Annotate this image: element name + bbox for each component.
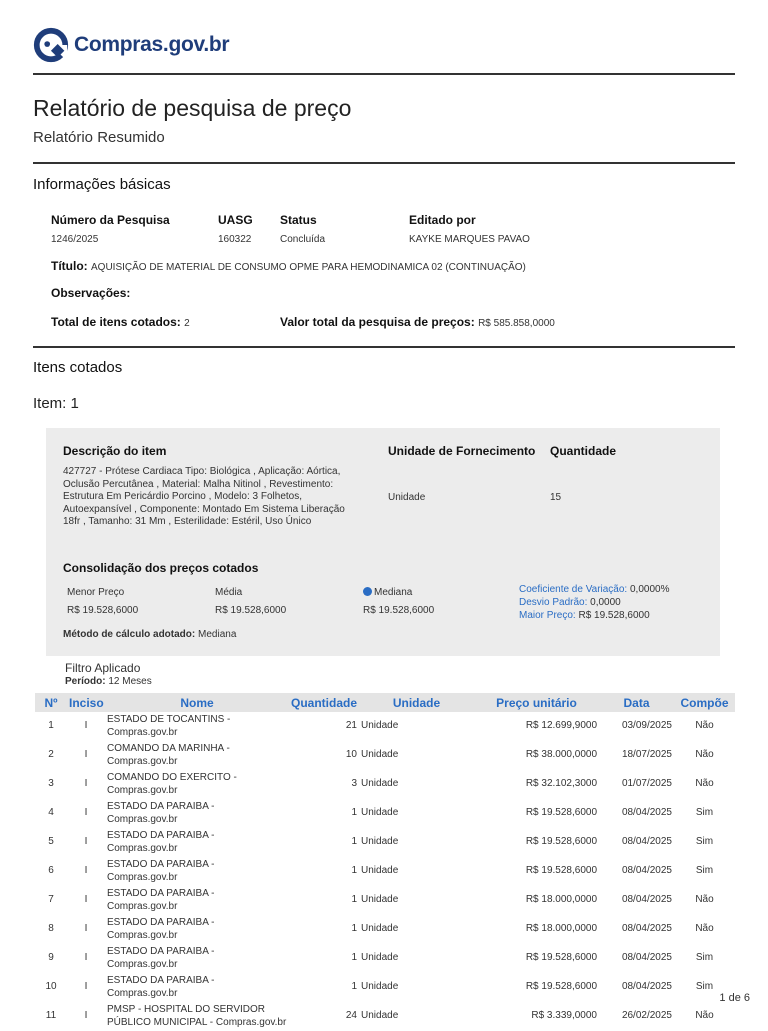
- brand-logo: [32, 26, 229, 64]
- table-cell: I: [84, 952, 88, 964]
- titulo-row: [51, 259, 526, 273]
- table-cell: 03/09/2025: [621, 720, 672, 732]
- table-cell: I: [84, 865, 88, 877]
- total-itens-value: 2: [184, 318, 190, 329]
- table-cell: I: [84, 807, 88, 819]
- table-cell: ESTADO DA PARAIBA - Compras.gov.br: [107, 975, 215, 999]
- uasg-value: 160322: [218, 234, 252, 245]
- table-row: [35, 828, 735, 857]
- table-cell: 08/04/2025: [621, 836, 672, 848]
- table-cell: Unidade: [361, 981, 399, 993]
- table-cell: Não: [695, 749, 714, 761]
- coef-label: Coeficiente de Variação:: [519, 584, 628, 595]
- table-cell: I: [84, 749, 88, 761]
- table-cell: ESTADO DA PARAIBA - Compras.gov.br: [107, 917, 215, 941]
- table-cell: 26/02/2025: [621, 1010, 672, 1022]
- table-cell: 1: [351, 981, 357, 993]
- table-cell: ESTADO DE TOCANTINS - Compras.gov.br: [107, 714, 231, 738]
- divider: [33, 162, 735, 164]
- table-cell: Sim: [695, 981, 714, 993]
- table-cell: Unidade: [361, 865, 399, 877]
- table-cell: COMANDO DO EXERCITO - Compras.gov.br: [107, 772, 237, 796]
- unidade-label: Unidade de Fornecimento: [388, 444, 536, 458]
- numero-value: 1246/2025: [51, 234, 99, 245]
- table-cell: Não: [695, 894, 714, 906]
- table-cell: 10: [345, 749, 357, 761]
- col-header: Data: [599, 693, 674, 712]
- table-cell: 08/04/2025: [621, 865, 672, 877]
- unidade-value: Unidade: [388, 492, 426, 503]
- table-cell: 1: [351, 807, 357, 819]
- valor-total-row: [280, 315, 555, 329]
- table-header-row: [35, 693, 735, 712]
- table-cell: 08/04/2025: [621, 952, 672, 964]
- table-cell: I: [84, 894, 88, 906]
- table-cell: Unidade: [361, 836, 399, 848]
- table-cell: 2: [48, 749, 54, 761]
- col-header: Compõe: [674, 693, 735, 712]
- item-description: 427727 - Prótese Cardiaca Tipo: Biológica , Aplicação: Aórtica, Oclusão Percutânea , Material: Malha Nitinol , Revestimento: Estrutura Em Pericárdio Porcino , Modelo: 3 Folhetos, Autoexpansível , Componente: Montado Em Sistema Liberação 18fr , Tamanho: 31 Mm , Esterilidade: Estéril, Uso Único: [63, 466, 345, 527]
- section-heading-basic: Informações básicas: [33, 176, 171, 193]
- table-cell: 1: [351, 894, 357, 906]
- table-cell: 08/04/2025: [621, 807, 672, 819]
- table-cell: I: [84, 923, 88, 935]
- total-itens-label: Total de itens cotados:: [51, 315, 181, 329]
- periodo-label: Período:: [65, 676, 106, 687]
- mediana-label: Mediana: [374, 587, 413, 598]
- table-cell: R$ 38.000,0000: [525, 749, 597, 761]
- table-cell: 1: [351, 836, 357, 848]
- periodo-value: 12 Meses: [108, 676, 152, 687]
- valor-total-value: R$ 585.858,0000: [478, 318, 555, 329]
- page-counter: 1 de 6: [719, 992, 750, 1004]
- table-row: [35, 857, 735, 886]
- table-cell: Não: [695, 778, 714, 790]
- table-cell: ESTADO DA PARAIBA - Compras.gov.br: [107, 888, 215, 912]
- desvio-label: Desvio Padrão:: [519, 597, 588, 608]
- mediana-value: R$ 19.528,6000: [363, 605, 435, 616]
- maior-row: [519, 610, 650, 621]
- table-cell: ESTADO DA PARAIBA - Compras.gov.br: [107, 946, 215, 970]
- media-value: R$ 19.528,6000: [215, 605, 287, 616]
- table-cell: R$ 19.528,6000: [525, 836, 597, 848]
- table-row: [35, 886, 735, 915]
- table-cell: R$ 19.528,6000: [525, 865, 597, 877]
- table-cell: Unidade: [361, 952, 399, 964]
- metodo-row: [63, 629, 236, 640]
- table-cell: COMANDO DA MARINHA - Compras.gov.br: [107, 743, 230, 767]
- table-cell: 21: [345, 720, 357, 732]
- table-cell: 11: [45, 1010, 57, 1022]
- selected-dot-icon: [363, 587, 372, 596]
- table-cell: 3: [351, 778, 357, 790]
- table-cell: I: [84, 836, 88, 848]
- col-header: Nº: [35, 693, 67, 712]
- metodo-value: Mediana: [198, 629, 237, 640]
- desc-label: Descrição do item: [63, 444, 167, 458]
- table-row: [35, 915, 735, 944]
- total-itens-row: [51, 315, 190, 329]
- table-cell: Sim: [695, 865, 714, 877]
- table-cell: Não: [695, 923, 714, 935]
- table-cell: R$ 19.528,6000: [525, 981, 597, 993]
- table-cell: R$ 19.528,6000: [525, 807, 597, 819]
- table-cell: 01/07/2025: [621, 778, 672, 790]
- table-cell: PMSP - HOSPITAL DO SERVIDOR PÚBLICO MUNICIPAL - Compras.gov.br: [107, 1004, 287, 1028]
- maior-value: R$ 19.528,6000: [578, 610, 650, 621]
- table-cell: Unidade: [361, 807, 399, 819]
- col-header: Unidade: [359, 693, 474, 712]
- divider: [33, 346, 735, 348]
- table-row: [35, 944, 735, 973]
- table-row: [35, 799, 735, 828]
- status-value: Concluída: [280, 234, 326, 245]
- obs-row: [51, 286, 130, 300]
- table-cell: R$ 18.000,0000: [525, 894, 597, 906]
- page-subtitle: Relatório Resumido: [33, 129, 165, 146]
- table-row: [35, 1002, 735, 1031]
- table-row: [35, 973, 735, 1002]
- divider: [33, 73, 735, 75]
- menor-preco-value: R$ 19.528,6000: [67, 605, 139, 616]
- table-cell: Sim: [695, 836, 714, 848]
- table-cell: 08/04/2025: [621, 923, 672, 935]
- col-header: Inciso: [67, 693, 105, 712]
- editado-value: KAYKE MARQUES PAVAO: [409, 234, 530, 245]
- editado-label: Editado por: [409, 213, 476, 227]
- table-cell: Sim: [695, 952, 714, 964]
- titulo-value: AQUISIÇÃO DE MATERIAL DE CONSUMO OPME PARA HEMODINAMICA 02 (CONTINUAÇÃO): [91, 262, 526, 273]
- numero-label: Número da Pesquisa: [51, 213, 170, 227]
- table-cell: Unidade: [361, 923, 399, 935]
- table-cell: I: [84, 720, 88, 732]
- valor-total-label: Valor total da pesquisa de preços:: [280, 315, 475, 329]
- mediana-option: [363, 587, 412, 598]
- col-header: Preço unitário: [474, 693, 599, 712]
- compras-logo-icon: [32, 26, 70, 64]
- titulo-label: Título:: [51, 259, 88, 273]
- table-row: [35, 712, 735, 741]
- table-cell: 4: [48, 807, 54, 819]
- page-title: Relatório de pesquisa de preço: [33, 95, 352, 121]
- table-cell: ESTADO DA PARAIBA - Compras.gov.br: [107, 830, 215, 854]
- table-cell: R$ 32.102,3000: [525, 778, 597, 790]
- menor-preco-label: Menor Preço: [67, 587, 125, 598]
- table-cell: Sim: [695, 807, 714, 819]
- table-cell: Unidade: [361, 720, 399, 732]
- table-cell: 1: [351, 865, 357, 877]
- table-cell: 08/04/2025: [621, 894, 672, 906]
- coef-row: [519, 584, 669, 595]
- item-title: Item: 1: [33, 395, 79, 412]
- table-cell: 10: [45, 981, 57, 993]
- col-header: Quantidade: [289, 693, 359, 712]
- media-label: Média: [215, 587, 243, 598]
- uasg-label: UASG: [218, 213, 253, 227]
- table-cell: 08/04/2025: [621, 981, 672, 993]
- table-cell: 8: [48, 923, 54, 935]
- table-cell: 3: [48, 778, 54, 790]
- table-cell: I: [84, 1010, 88, 1022]
- coef-value: 0,0000%: [630, 584, 670, 595]
- qtd-value: 15: [550, 492, 562, 503]
- obs-label: Observações:: [51, 286, 131, 300]
- periodo-row: [65, 676, 152, 687]
- table-cell: I: [84, 778, 88, 790]
- table-cell: 18/07/2025: [621, 749, 672, 761]
- table-cell: R$ 18.000,0000: [525, 923, 597, 935]
- table-cell: 9: [48, 952, 54, 964]
- table-cell: R$ 19.528,6000: [525, 952, 597, 964]
- consolidacao-label: Consolidação dos preços cotados: [63, 561, 259, 575]
- table-cell: R$ 3.339,0000: [531, 1010, 597, 1022]
- table-cell: Unidade: [361, 778, 399, 790]
- maior-label: Maior Preço:: [519, 610, 576, 621]
- table-cell: ESTADO DA PARAIBA - Compras.gov.br: [107, 801, 215, 825]
- table-cell: 5: [48, 836, 54, 848]
- table-row: [35, 770, 735, 799]
- table-cell: Não: [695, 1010, 714, 1022]
- table-cell: ESTADO DA PARAIBA - Compras.gov.br: [107, 859, 215, 883]
- table-cell: I: [84, 981, 88, 993]
- status-label: Status: [280, 213, 317, 227]
- desvio-value: 0,0000: [590, 597, 621, 608]
- table-cell: Unidade: [361, 894, 399, 906]
- table-cell: Não: [695, 720, 714, 732]
- brand-name: Compras.gov.br: [74, 33, 230, 56]
- table-cell: Unidade: [361, 1010, 399, 1022]
- item-card: [46, 428, 720, 656]
- table-cell: 24: [345, 1010, 357, 1022]
- desvio-row: [519, 597, 621, 608]
- table-cell: 1: [351, 923, 357, 935]
- table-row: [35, 741, 735, 770]
- metodo-label: Método de cálculo adotado:: [63, 629, 196, 640]
- table-cell: R$ 12.699,9000: [525, 720, 597, 732]
- quotes-table: [35, 693, 735, 1031]
- col-header: Nome: [105, 693, 289, 712]
- section-heading-itens: Itens cotados: [33, 359, 123, 376]
- filtro-label: Filtro Aplicado: [65, 661, 141, 675]
- table-cell: 1: [351, 952, 357, 964]
- table-cell: 1: [48, 720, 54, 732]
- table-cell: 7: [48, 894, 54, 906]
- table-cell: 6: [48, 865, 54, 877]
- qtd-label: Quantidade: [550, 444, 617, 458]
- table-cell: Unidade: [361, 749, 399, 761]
